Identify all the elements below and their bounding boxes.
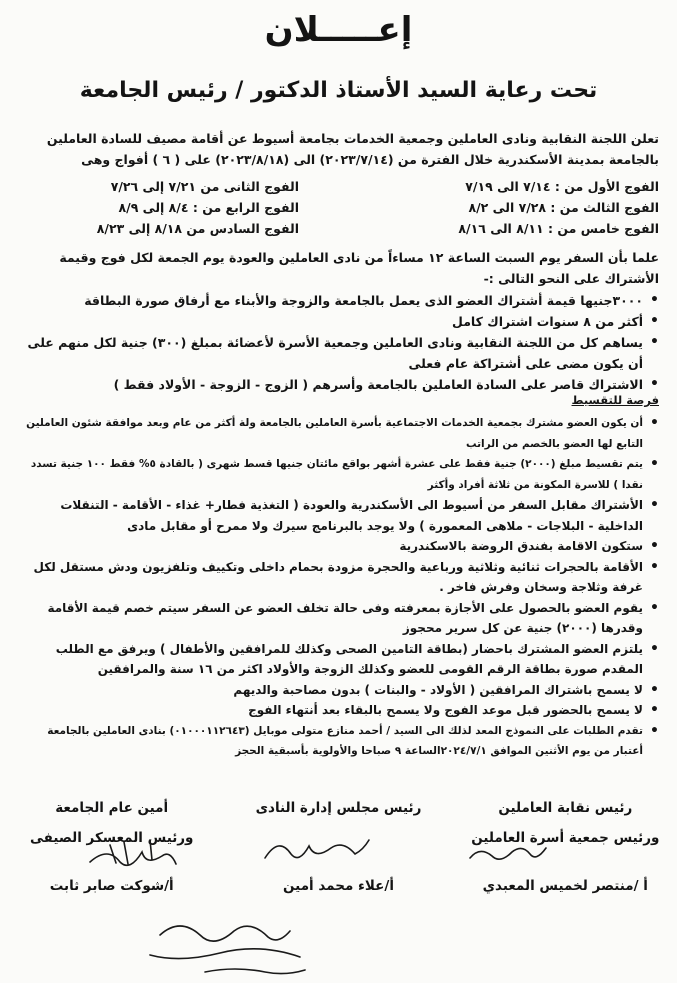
signature-scribble [150,926,300,959]
installment-heading: فرصة للتقسيط [571,393,659,407]
signature-title: رئيس مجلس إدارة النادى [255,800,422,816]
list-item: • الأشتراك مقابل السفر من أسيوط الى الأسكندرية والعودة ( التغذية فطار+ غذاء - الأقامة - التنقلات الداخلية - البلاجات - ملاهى المعمورة ) ولا يوجد بالبرنامج سيرك ولا ممرح أو مقابل مادى [19,495,659,536]
group-item: الفوج الرابع من : ٨/٤ إلى ٨/٩ [118,200,299,215]
list-item: • أكثر من ٨ سنوات اشتراك كامل [19,311,659,332]
list-item: • يقوم العضو بالحصول على الأجازة بمعرفته وفى حالة تخلف العضو عن السفر سيتم خصم قيمة الأقامة وقدرها (٢٠٠٠) جنية عن كل سرير محجوز [19,598,659,639]
signature-scribble [265,840,369,858]
group-item: الفوج الأول من : ٧/١٤ الى ٧/١٩ [465,179,659,194]
signatory-name: أ/شوكت صابر ثابت [49,878,174,894]
group-item: الفوج السادس من ٨/١٨ إلى ٨/٢٣ [96,221,299,236]
signature-title: ورئيس جمعية أسرة العاملين [471,830,660,846]
signatory-name: أ /منتصر لخميس المعبدي [482,878,648,894]
group-item: الفوج الثالث من : ٧/٢٨ الى ٨/٢ [468,200,659,215]
signature-title: ورئيس المعسكر الصيفى [29,830,194,846]
note-line: الأشتراك على النحو التالى :- [483,271,659,286]
intro-line: تعلن اللجنة النقابية ونادى العاملين وجمعية الخدمات بجامعة أسيوط عن أقامة مصيف للسادة العاملين [46,131,659,146]
list-item: • لا يسمح بالحضور قبل موعد الفوج ولا يسمح بالبقاء بعد أنتهاء الفوج [19,700,659,721]
note-line: علما بأن السفر يوم السبت الساعة ١٢ مساءاً من نادى العاملين والعودة يوم الجمعة لكل فوج وقيمة [59,250,659,265]
group-item: الفوج خامس من : ٨/١١ الى ٨/١٦ [458,221,659,236]
list-item: • ٣٠٠٠جنيها قيمة أشتراك العضو الذى يعمل بالجامعة والزوجة والأبناء مع أرفاق صورة البطاقة [19,290,659,311]
signature-title: رئيس نقابة العاملين [498,800,633,816]
list-item: • الأقامة بالحجرات ثنائية وثلاثية ورباعية والحجرة مزودة بحمام داخلى وتكييف وتلفزيون ودش مستقل لكل غرفة وثلاجة وسخان وفرش فاخر . [19,557,659,598]
intro-line: بالجامعة بمدينة الأسكندرية خلال الفترة من (٢٠٢٣/٧/١٤) الى (٢٠٢٣/٨/١٨) على ( ٦ ) أفواج وهى [81,152,659,167]
list-item: • لا يسمح باشتراك المرافقين ( الأولاد - والبنات ) بدون مصاحبة والديهم [19,680,659,701]
group-item: الفوج الثانى من ٧/٢١ إلى ٧/٢٦ [110,179,299,194]
list-item: • أن يكون العضو مشترك بجمعية الخدمات الاجتماعية بأسرة العاملين بالجامعة ولة أكثر من عام وبعد موافقة شئون العاملين التابع لها العضو بالخصم من الراتب [19,413,659,454]
signature-scribble [470,848,546,859]
list-item: • تقدم الطلبات على النموذج المعد لذلك الى السيد / أحمد منازع متولى موبايل (٠١٠٠٠١١٢٦٤٣) بنادى العاملين بالجامعة أعتبار من يوم الأثنين الموافق ٢٠٢٤/٧/١الساعة ٩ صباحا والأولوية بأسبقية الحجز [19,721,659,762]
page-subtitle: تحت رعاية السيد الأستاذ الدكتور / رئيس الجامعة [79,78,598,103]
signature-title: أمين عام الجامعة [55,800,169,816]
signature-scribble [90,852,176,865]
signature-scribble [205,969,305,974]
page-title: إعـــــلان [264,10,413,50]
list-item: • يتم تقسيط مبلغ (٢٠٠٠) جنية فقط على عشرة أشهر بواقع مائتان جنيها قسط شهرى ( بالقادة ٥% فقط ١٠٠ جنية تسدد نقدا ) للاسرة المكونة من ثلاثة أفراد وأكثر [19,454,659,495]
list-item: • يلتزم العضو المشترك باحضار (بطاقة التامين الصحى وكذلك للمرافقين والأطفال ) ويرفق مع الطلب المقدم صورة بطاقة الرقم القومى للعضو وكذلك الزوجة والأولاد اكثر من ١٦ سنة والمرافقين [19,639,659,680]
signatory-name: أ/علاء محمد أمين [283,878,394,894]
list-item: • يساهم كل من اللجنة النقابية ونادى العاملين وجمعية الأسرة لأعضائة بمبلغ (٣٠٠) جنية لكل منهم على أن يكون مضى على أشتراكة عام فعلى [19,332,659,374]
list-item: • الاشتراك قاصر على السادة العاملين بالجامعة وأسرهم ( الزوج - الزوجة - الأولاد فقط ) [19,374,659,395]
list-item: • ستكون الاقامة بفندق الروضة بالاسكندرية [19,536,659,557]
signature-scribble [110,840,152,864]
